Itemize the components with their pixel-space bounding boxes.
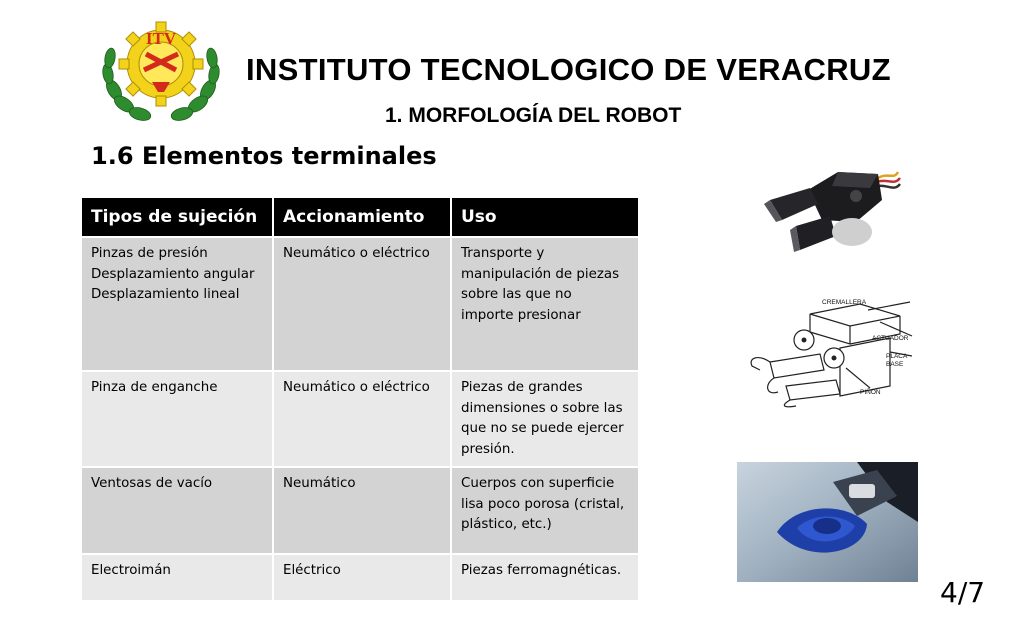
gripper-photo xyxy=(760,160,905,260)
cell-tipos xyxy=(82,554,273,600)
table-header-row xyxy=(82,198,638,237)
cell-line: Piezas ferromagnéticas. xyxy=(461,563,622,578)
itv-logo xyxy=(96,12,226,128)
label-pinon: PIÑON xyxy=(860,389,881,396)
cell-line: lisa poco porosa (cristal, xyxy=(461,496,625,512)
cell-accionamiento xyxy=(273,467,451,554)
cell-uso xyxy=(451,371,638,467)
table-row xyxy=(82,554,638,600)
cell-line: Pinza de enganche xyxy=(91,380,218,395)
table-row xyxy=(82,371,638,467)
cell-line: sobre las que no xyxy=(461,287,572,302)
cell-tipos xyxy=(82,371,273,467)
cell-line: Electroimán xyxy=(91,563,171,578)
page-number: 4/7 xyxy=(940,576,986,609)
cell-accionamiento xyxy=(273,554,451,600)
cell-line: Ventosas de vacío xyxy=(91,476,213,491)
cell-line: Neumático xyxy=(283,476,356,491)
header-uso: Uso xyxy=(451,198,638,237)
chapter-subtitle: 1. MORFOLOGÍA DEL ROBOT xyxy=(385,104,682,127)
cell-accionamiento xyxy=(273,371,451,467)
cell-line: Neumático o eléctrico xyxy=(283,246,430,261)
cell-uso xyxy=(451,554,638,600)
cell-tipos xyxy=(82,237,273,371)
table-row xyxy=(82,237,638,371)
label-base: BASE xyxy=(886,361,904,368)
vacuum-cup-photo xyxy=(737,462,918,582)
rack-pinion-diagram xyxy=(740,296,920,410)
cell-line: presión. xyxy=(461,441,515,457)
label-actuador: ACTUADOR xyxy=(872,335,909,342)
cell-uso xyxy=(451,237,638,371)
cell-tipos xyxy=(82,467,273,554)
cell-line: que no se puede ejercer xyxy=(461,421,624,436)
label-placa: PLACA xyxy=(886,353,908,360)
table-row xyxy=(82,467,638,554)
grip-types-table xyxy=(82,198,638,600)
cell-accionamiento xyxy=(273,237,451,371)
cell-line: Transporte y xyxy=(461,246,545,261)
cell-line: Pinzas de presión xyxy=(91,246,208,261)
cell-line: Piezas de grandes xyxy=(461,380,583,395)
section-title: 1.6 Elementos terminales xyxy=(91,142,437,170)
cell-line: Neumático o eléctrico xyxy=(283,380,430,395)
cell-line: manipulación de piezas xyxy=(461,266,620,282)
logo-text: ITV xyxy=(145,29,177,48)
cell-line: plástico, etc.) xyxy=(461,517,552,532)
cell-line: Desplazamiento lineal xyxy=(91,287,240,302)
cell-line: dimensiones o sobre las xyxy=(461,400,623,416)
label-cremallera: CREMALLERA xyxy=(822,299,867,306)
institution-title: INSTITUTO TECNOLOGICO DE VERACRUZ xyxy=(246,52,891,87)
header-accionamiento: Accionamiento xyxy=(273,198,451,237)
cell-uso xyxy=(451,467,638,554)
cell-line: Desplazamiento angular xyxy=(91,266,255,282)
header-tipos: Tipos de sujeción xyxy=(82,198,273,237)
cell-line: importe presionar xyxy=(461,307,581,323)
cell-line: Eléctrico xyxy=(283,563,341,578)
cell-line: Cuerpos con superficie xyxy=(461,476,615,491)
